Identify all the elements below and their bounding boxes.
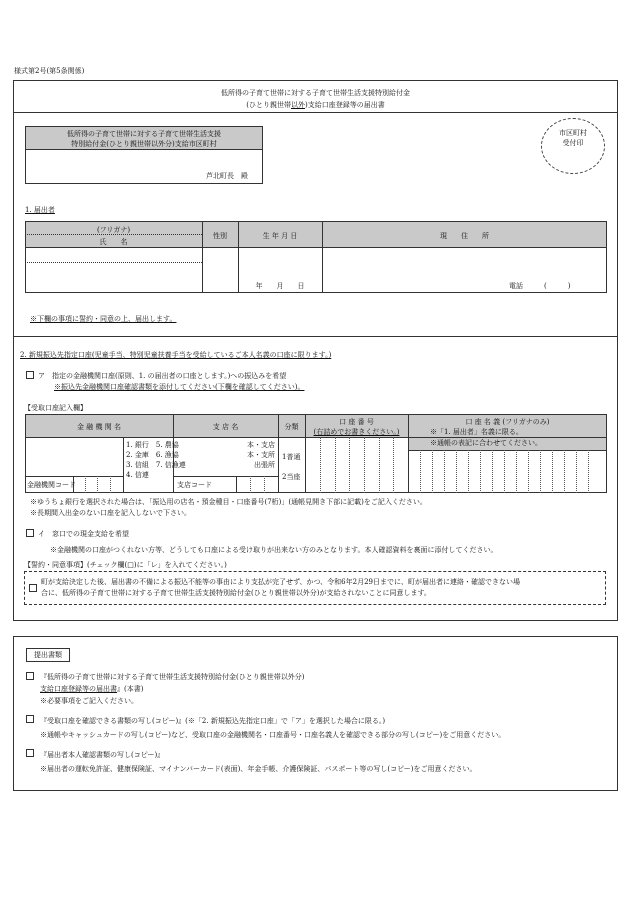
long-term-note: ※長期間入出金のない口座を記入しないで下さい。 (30, 509, 191, 517)
doc2: 『受取口座を確認できる書類の写し(コピー)』(※「2. 新規振込先指定口座」で「ア」を選択した場合に限る。) ※通帳やキャッシュカードの写し(コピー)など、受取口座の金融機関名・口座番号・口座名義人を確認できる部分の写し(コピー)をご用意ください。 (40, 717, 506, 739)
documents-title: 提出書類 (26, 648, 70, 662)
doc2-checkbox[interactable] (26, 715, 38, 724)
account-number-note: (右詰めでお書きください。) (313, 428, 400, 436)
branch-type-list: 本・支店 本・支所 出張所 (247, 441, 275, 469)
option-a-checkbox[interactable] (26, 371, 34, 379)
option-a: ア 指定の金融機関口座(原則、1. の届出者の口座とします。)への振込みを希望 (26, 371, 286, 381)
bank-type-list: 1. 銀行 5. 農協 2. 金庫 6. 漁協 3. 信組 7. 信漁連 4. 信連 (126, 441, 186, 479)
title-line-1: 低所得の子育て世帯に対する子育て世帯生活支援特別給付金 (221, 89, 410, 97)
option-i: イ 窓口での現金支給を希望 (26, 529, 129, 539)
phone-label: 電話 ( ) (509, 282, 571, 290)
option-i-checkbox[interactable] (26, 529, 34, 537)
gender-header: 性別 (213, 232, 227, 240)
section1-title: 1. 届出者 (25, 206, 55, 214)
section2-title: 2. 新規振込先指定口座(児童手当、特別児童扶養手当を受給しているご本人名義の口座に限ります。) (20, 351, 332, 359)
section-divider (13, 336, 618, 337)
doc3-checkbox[interactable] (26, 749, 38, 758)
category-header: 分類 (284, 423, 299, 431)
consent-text: 町が支給決定した後、届出書の不備による振込不能等の事由により支払が完了せず、かつ、令和6年2月29日までに、町が届出者に連絡・確認できない場 合に、低所得の子育て世帯に対する子育て世帯生活支援特別給付金(ひとり親世帯以外分)が支給されないことに同意します。 (41, 578, 520, 597)
doc1: 『低所得の子育て世帯に対する子育て世帯生活支援特別給付金(ひとり親世帯以外分) 支給口座登録等の届出書』(本書) ※必要事項をご記入ください。 (40, 673, 305, 705)
consent-title: 【誓約・同意事項】(チェック欄(□)に「レ」を入れてください。) (24, 561, 227, 569)
mayor-addressee: 芦北町長 殿 (206, 172, 248, 180)
reception-stamp: 市区町村 受付印 (541, 118, 605, 174)
doc3: 『届出者本人確認書類の写し(コピー)』 ※届出者の運転免許証、健康保険証、マイナンバーカード(表面)、年金手帳、介護保険証、パスポート等の写し(コピー)をご用意ください。 (40, 751, 477, 773)
address-header: 現 住 所 (440, 232, 489, 240)
account-type-current: 2当座 (282, 473, 301, 481)
bank-name-header: 金 融 機 関 名 (77, 423, 121, 431)
form-number: 様式第2号(第5条関係) (14, 67, 85, 75)
furigana-header: (フリガナ) (96, 226, 131, 234)
account-type-ordinary: 1普通 (282, 453, 301, 461)
birthdate-units: 年 月 日 (255, 282, 305, 290)
pledge-note: ※下欄の事項に誓約・同意の上、届出します。 (30, 315, 177, 323)
account-title: 【受取口座記入欄】 (24, 404, 87, 412)
holder-note-2: ※通帳の表記に合わせてください。 (430, 439, 542, 447)
addressee-header: 低所得の子育て世帯に対する子育て世帯生活支援 特別給付金(ひとり親世帯以外分)支給市区町村 (26, 127, 262, 149)
account-holder-header: 口 座 名 義 (フリガナのみ) (465, 418, 550, 426)
birthdate-header: 生 年 月 日 (262, 232, 298, 240)
branch-name-header: 支 店 名 (212, 423, 239, 431)
doc1-checkbox[interactable] (26, 672, 38, 681)
option-i-note: ※金融機関の口座がつくれない方等、どうしても口座による受け取りが出来ない方のみとなります。本人確認資料を裏面に添付してください。 (50, 546, 498, 554)
option-a-note: ※振込先金融機関口座確認書類を添付してください(下欄を確認してください)。 (54, 383, 305, 391)
branch-code-label: 支店コード (177, 481, 212, 489)
holder-note-1: ※「1. 届出者」名義に限る。 (430, 428, 523, 436)
title-line-2: (ひとり親世帯以外)支給口座登録等の届出書 (246, 101, 385, 109)
title-divider (13, 112, 618, 113)
bank-code-label: 金融機関コード (27, 481, 76, 489)
account-number-header: 口 座 番 号 (339, 418, 374, 426)
consent-checkbox[interactable] (29, 584, 41, 593)
yucho-note: ※ゆうちょ銀行を選択された場合は、「振込用の店名・預金種目・口座番号(7桁)」(通帳見開き下部に記載)をご記入ください。 (30, 498, 427, 506)
form-title (13, 88, 618, 110)
name-header: 氏 名 (99, 238, 128, 246)
